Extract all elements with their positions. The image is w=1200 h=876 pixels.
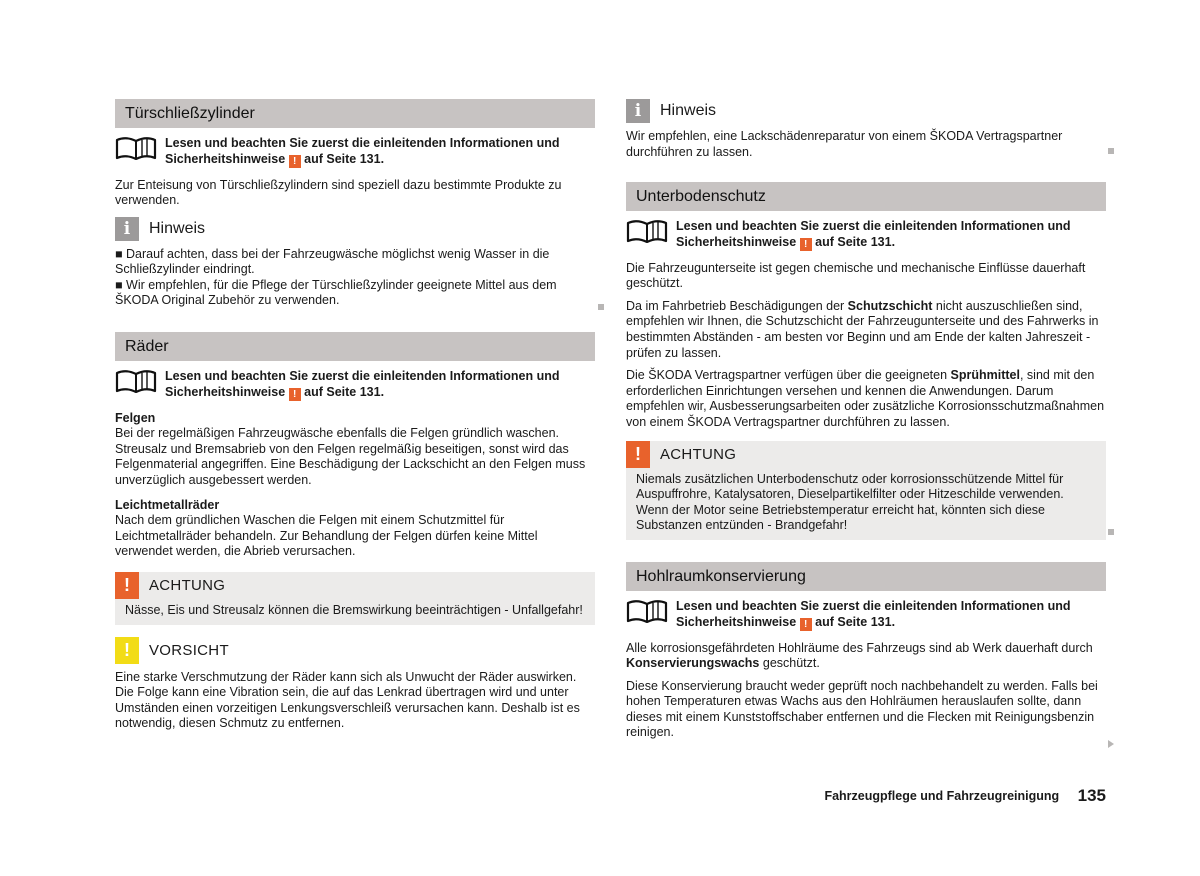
right-column xyxy=(626,99,1106,748)
warning-icon: ! xyxy=(626,441,650,468)
end-of-section-icon xyxy=(1108,529,1114,535)
note-bullet: ■ Wir empfehlen, für die Pflege der Türschließzylinder geeignete Mittel aus dem ŠKODA Original Zubehör zu verwenden. xyxy=(115,277,557,308)
book-icon xyxy=(115,369,157,393)
page-number: 135 xyxy=(1077,786,1106,805)
paragraph: Zur Enteisung von Türschließzylindern sind speziell dazu bestimmte Produkte zu verwenden. xyxy=(115,177,562,208)
note-text: Wir empfehlen, eine Lackschädenreparatur von einem ŠKODA Vertragspartner durchführen zu lassen. xyxy=(626,129,1063,159)
bold-term: Schutzschicht xyxy=(847,298,933,313)
section-title-unterbodenschutz: Unterbodenschutz xyxy=(626,182,1106,211)
safety-reference xyxy=(115,369,595,401)
safety-reference xyxy=(115,136,595,168)
reference-link[interactable]: auf Seite 131. xyxy=(304,384,385,399)
safety-reference xyxy=(626,599,1106,631)
text-run: geschützt. xyxy=(759,656,820,671)
note-title: Hinweis xyxy=(660,102,717,119)
vorsicht-header xyxy=(115,637,595,664)
info-icon: i xyxy=(626,99,650,123)
safety-reference xyxy=(626,219,1106,251)
paragraph: Die Fahrzeugunterseite ist gegen chemische und mechanische Einflüsse dauerhaft geschützt. xyxy=(626,260,1086,291)
warning-icon: ! xyxy=(289,155,301,168)
reference-text: Sicherheitshinweise xyxy=(165,151,286,166)
bold-term: Konservierungswachs xyxy=(626,656,760,671)
warning-icon: ! xyxy=(115,572,139,599)
reference-text: Lesen und beachten Sie zuerst die einleitenden Informationen und xyxy=(676,219,1071,234)
paragraph: Bei der regelmäßigen Fahrzeugwäsche ebenfalls die Felgen gründlich waschen. Streusalz und Bremsabrieb von den Felgen regelmäßig beseitigen, sonst wird das Felgenmaterial angegriffen. Eine Beschädigung der Lackschicht an den Felgen muss unverzüglich ausgebessert werden. xyxy=(115,426,586,487)
vorsicht-title: VORSICHT xyxy=(149,641,229,659)
achtung-text: Niemals zusätzlichen Unterbodenschutz oder korrosionsschützende Mittel für Auspuffrohre, Katalysatoren, Dieselpartikelfilter oder Hitzeschilde verwenden. Wenn der Motor seine Betriebstemperatur erreicht hat, könnten sich diese Substanzen entzünden - Brandgefahr! xyxy=(636,471,1064,533)
subheading-felgen: Felgen xyxy=(115,410,156,425)
note-header xyxy=(626,99,1106,123)
reference-link[interactable]: auf Seite 131. xyxy=(815,234,896,249)
paragraph xyxy=(626,299,1106,361)
continued-arrow-icon xyxy=(1108,740,1114,748)
text-run: Alle korrosionsgefährdeten Hohlräume des Fahrzeugs sind ab Werk dauerhaft durch xyxy=(626,640,1093,655)
bold-term: Sprühmittel xyxy=(950,368,1020,383)
text-run: nicht auszuschließen sind, empfehlen wir Ihnen, die Schutzschicht der Fahrzeugunterseite und des Fahrwerks in bestimmten Abständen - am besten vor Beginn und am Ende der kalten Jahreszeit - prüfen zu lassen. xyxy=(626,298,1099,360)
vorsicht-text: Eine starke Verschmutzung der Räder kann sich als Unwucht der Räder auswirken. Die Folge kann eine Vibration sein, die auf das Lenkrad übertragen wird und unter Umständen einen vorzeitigen Lenkungsverschleiß verursachen kann. Deshalb ist es notwendig, diesen Schmutz zu entfernen. xyxy=(115,669,580,731)
page-footer xyxy=(626,786,1106,806)
end-of-section-icon xyxy=(1108,148,1114,154)
section-title-tuerschliesszylinder: Türschließzylinder xyxy=(115,99,595,128)
book-icon xyxy=(115,136,157,160)
achtung-box xyxy=(626,441,1106,540)
paragraph xyxy=(626,368,1106,430)
book-icon xyxy=(626,219,668,243)
note-bullet: ■ Darauf achten, dass bei der Fahrzeugwäsche möglichst wenig Wasser in die Schließzylinder eindringt. xyxy=(115,246,550,277)
left-column xyxy=(115,99,595,739)
warning-icon: ! xyxy=(289,388,301,401)
achtung-text: Nässe, Eis und Streusalz können die Bremswirkung beeinträchtigen - Unfallgefahr! xyxy=(125,602,583,617)
warning-icon: ! xyxy=(800,618,812,631)
reference-text: Sicherheitshinweise xyxy=(676,614,797,629)
reference-text: Lesen und beachten Sie zuerst die einleitenden Informationen und xyxy=(165,369,560,384)
caution-icon: ! xyxy=(115,637,139,664)
text-run: Die ŠKODA Vertragspartner verfügen über die geeigneten xyxy=(626,368,951,383)
achtung-title: ACHTUNG xyxy=(660,445,737,463)
reference-text: Sicherheitshinweise xyxy=(165,384,286,399)
text-run: Da im Fahrbetrieb Beschädigungen der xyxy=(626,298,848,313)
reference-text: Lesen und beachten Sie zuerst die einleitenden Informationen und xyxy=(165,136,560,150)
achtung-box xyxy=(115,572,595,625)
subheading-leichtmetallraeder: Leichtmetallräder xyxy=(115,497,220,512)
note-title: Hinweis xyxy=(149,219,206,237)
reference-text: Lesen und beachten Sie zuerst die einleitenden Informationen und xyxy=(676,599,1071,613)
book-icon xyxy=(626,599,668,623)
achtung-title: ACHTUNG xyxy=(149,576,226,594)
note-header xyxy=(115,217,595,241)
paragraph xyxy=(626,641,1106,672)
section-title-raeder: Räder xyxy=(115,332,595,361)
warning-icon: ! xyxy=(800,238,812,251)
end-of-section-icon xyxy=(598,304,604,310)
reference-link[interactable]: auf Seite 131. xyxy=(815,614,896,629)
reference-text: Sicherheitshinweise xyxy=(676,234,797,249)
text-run: , sind mit den erforderlichen Einrichtungen versehen und kennen die Anwendungen. Darum empfehlen wir, Ausbesserungsarbeiten oder zusätzliche Korrosionsschutzmaßnahmen von einem ŠKODA Vertragspartner durchführen zu lassen. xyxy=(626,368,1105,430)
paragraph: Diese Konservierung braucht weder geprüft noch nachbehandelt zu werden. Falls bei hohen Temperaturen etwas Wachs aus den Hohlräumen herauslaufen sollte, dann dieses mit einem Kunststoffschaber entfernen und die Flecken mit Reinigungsbenzin reinigen. xyxy=(626,678,1098,740)
reference-link[interactable]: auf Seite 131. xyxy=(304,151,385,166)
section-title-hohlraumkonservierung: Hohlraumkonservierung xyxy=(626,562,1106,591)
paragraph: Nach dem gründlichen Waschen die Felgen mit einem Schutzmittel für Leichtmetallräder behandeln. Zur Behandlung der Felgen dürfen keine Mittel verwendet werden, die Abrieb verursachen. xyxy=(115,513,538,559)
footer-chapter-title: Fahrzeugpflege und Fahrzeugreinigung xyxy=(824,789,1060,803)
info-icon: i xyxy=(115,217,139,241)
